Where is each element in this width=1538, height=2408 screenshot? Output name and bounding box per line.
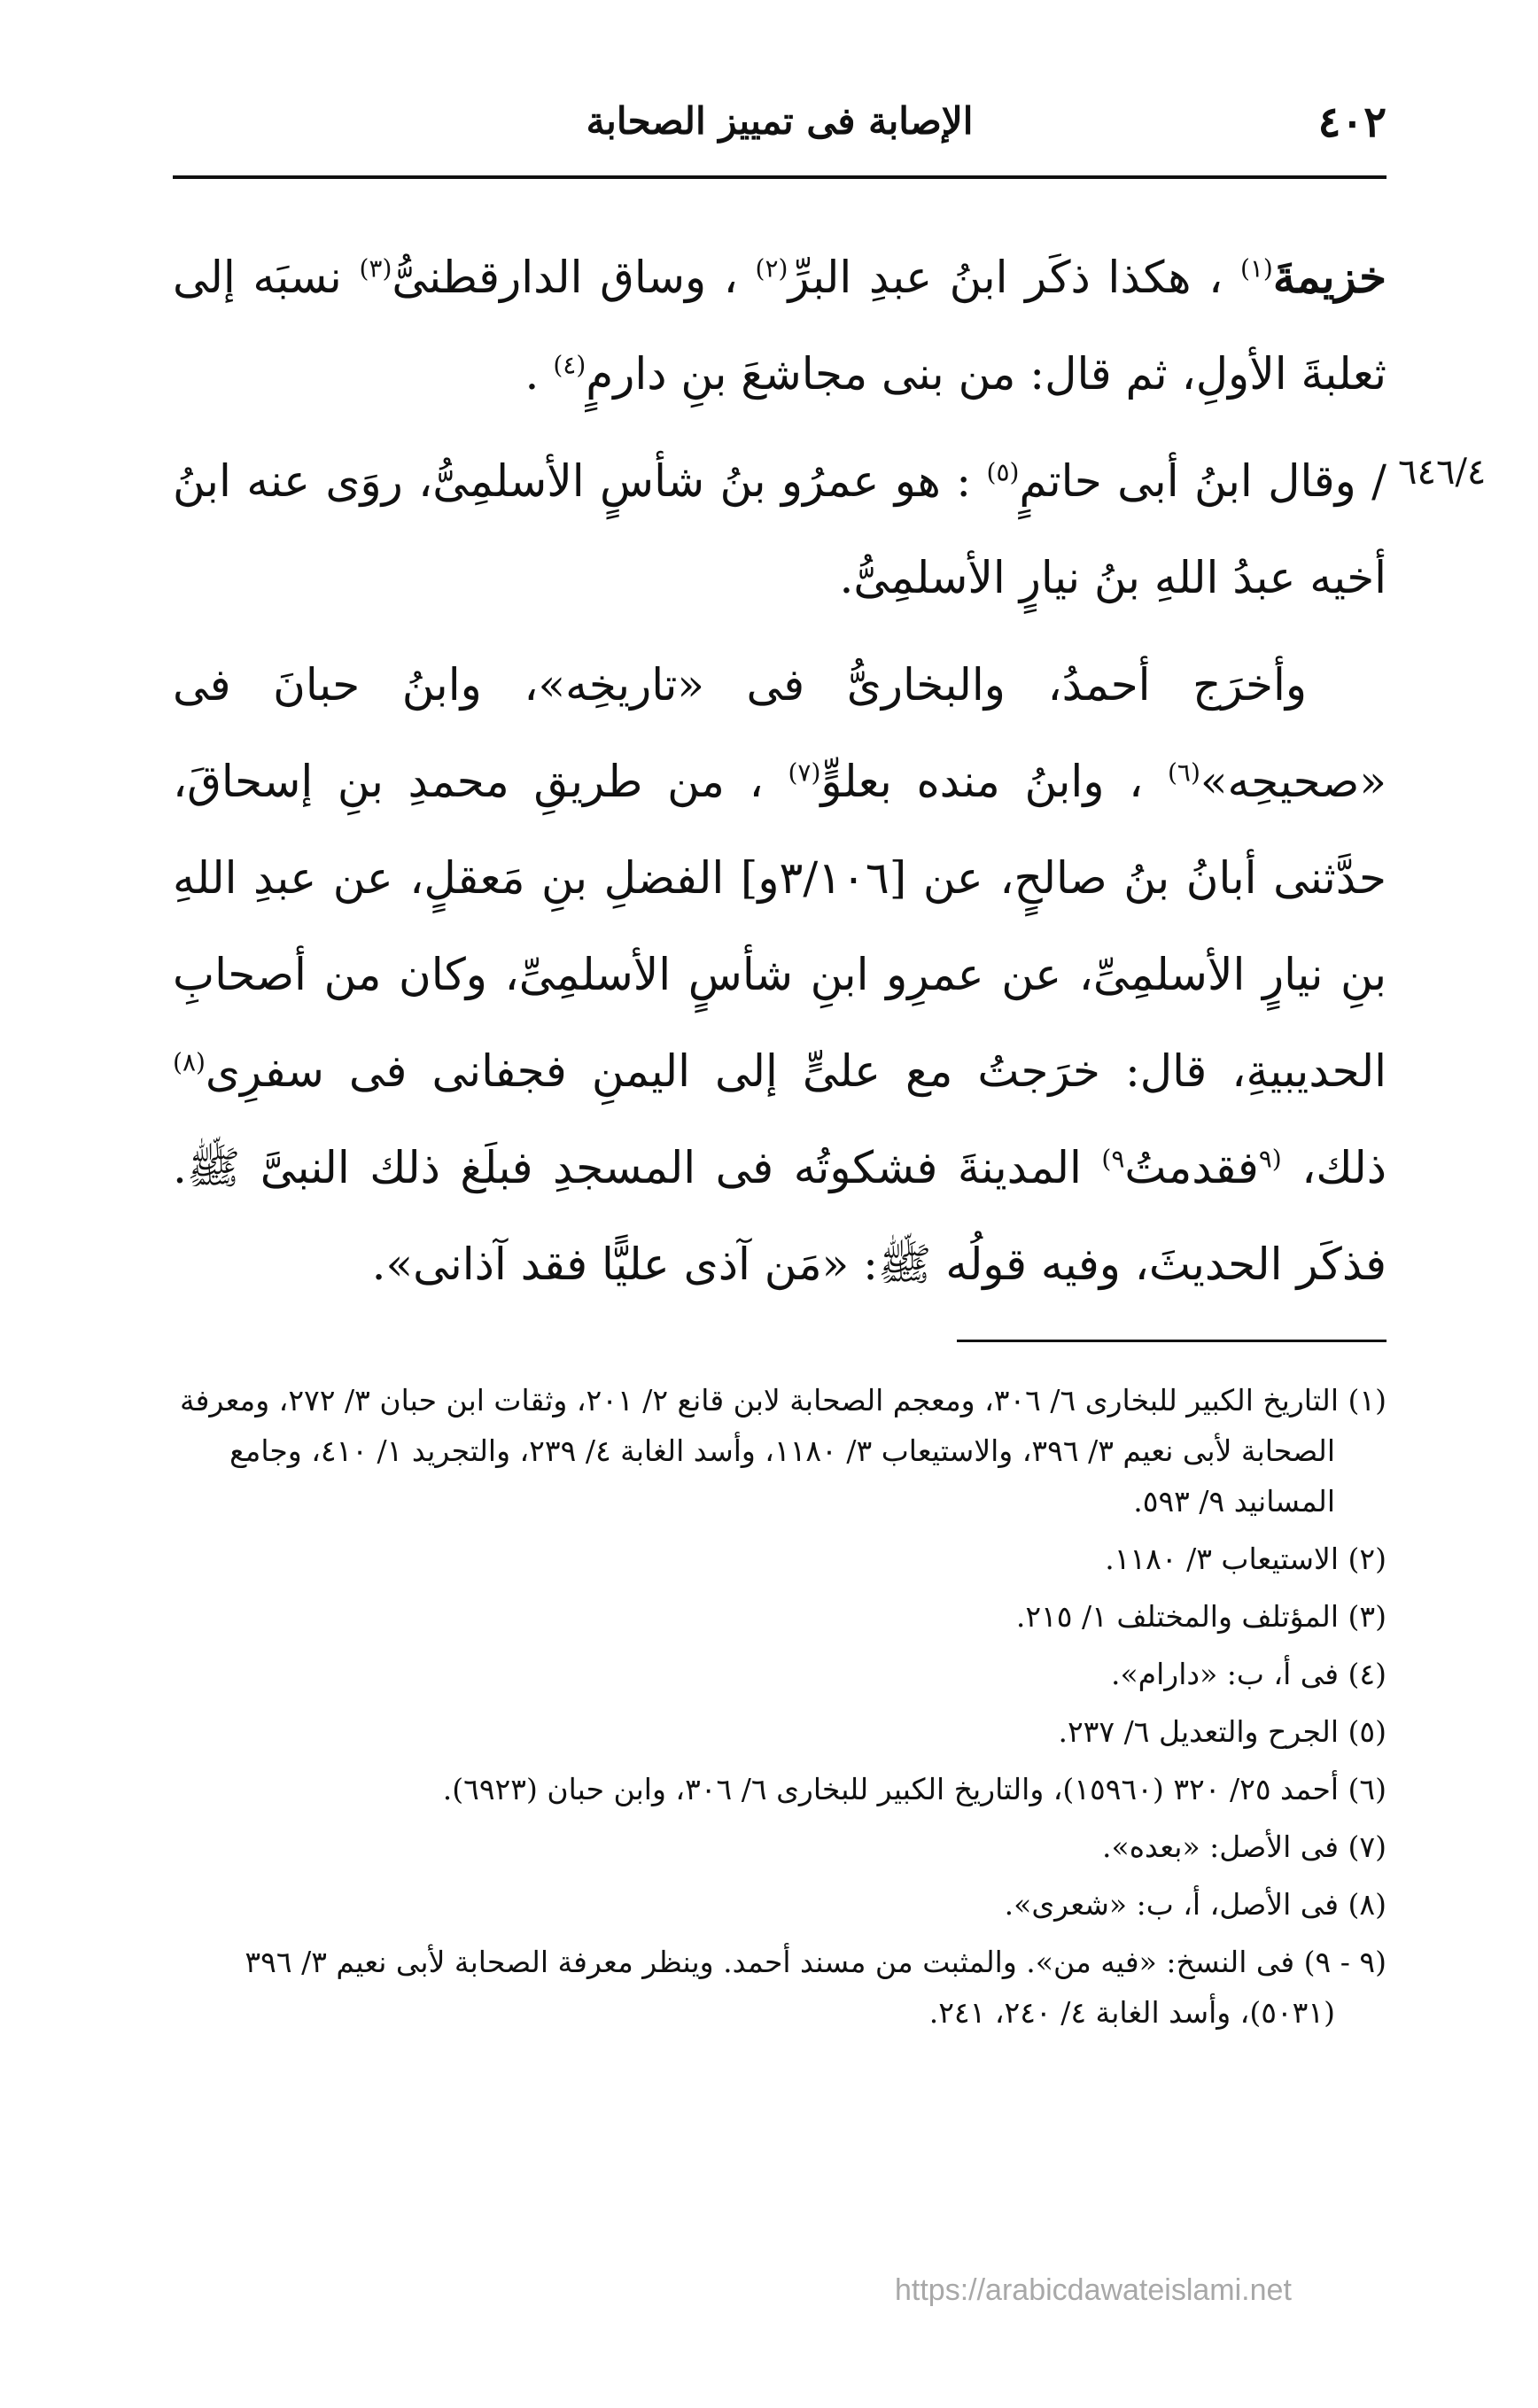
name-khuzayma: خزيمةَ bbox=[1272, 251, 1387, 303]
paragraph-2 bbox=[173, 433, 1387, 626]
footnote-1: (١) التاريخ الكبير للبخارى ٦/ ٣٠٦، ومعجم الصحابة لابن قانع ٢/ ٢٠١، وثقات ابن حبان ٣/ ٢٧٢، ومعرفة الصحابة لأبى نعيم ٣/ ٣٩٦، والاستيعاب ٣/ ١١٨٠، وأسد الغابة ٤/ ٢٣٩، والتجريد ١/ ٤١٠، وجامع المسانيد ٩/ ٥٩٣. bbox=[179, 1383, 1387, 1519]
paragraph-2-text-b: : هو عمرُو بنُ شأسٍ الأسلمِىُّ، روَى عنه ابنُ أخيه عبدُ اللهِ بنُ نيارٍ الأسلمِىُّ. bbox=[173, 455, 1387, 603]
paragraph-3-text-d: الفضلِ بنِ مَعقلٍ، عن عبدِ اللهِ بنِ نيارٍ الأسلمِىِّ، عن عمرِو ابنِ شأسٍ الأسلمِىِّ، وكان من أصحابِ الحديبيةِ، قال: خرَجتُ مع علىٍّ إلى اليمنِ فجفانى فى سفرِى bbox=[173, 852, 1387, 1097]
footnote-marker-8: (٨) bbox=[173, 1047, 206, 1077]
footnote-4: (٤) فى أ، ب: «دارام». bbox=[1111, 1657, 1387, 1691]
footnote-marker-3: (٣) bbox=[359, 253, 392, 284]
page-header bbox=[173, 97, 1387, 151]
footnote-marker-7: (٧) bbox=[788, 757, 821, 788]
footnote-2: (٢) الاستيعاب ٣/ ١١٨٠. bbox=[1105, 1542, 1387, 1576]
footnote-3: (٣) المؤتلف والمختلف ١/ ٢١٥. bbox=[1015, 1599, 1387, 1634]
footnotes bbox=[173, 1375, 1387, 2045]
paragraph-3-text-a: وأخرَج أحمدُ، والبخارىُّ فى «تاريخِه»، وابنُ حبانَ فى «صحيحِه» bbox=[173, 659, 1387, 807]
footnote-7: (٧) فى الأصل: «بعده». bbox=[1102, 1829, 1387, 1864]
footnote-9: (٩ - ٩) فى النسخ: «فيه من». والمثبت من مسند أحمد. وينظر معرفة الصحابة لأبى نعيم ٣/ ٣٩٦ (٥٠٣١)، وأسد الغابة ٤/ ٢٤٠، ٢٤١. bbox=[245, 1945, 1387, 2030]
main-text bbox=[173, 229, 1387, 1324]
footnote-marker-4: (٤) bbox=[553, 350, 586, 380]
paragraph-2-text-a: / وقال ابنُ أبى حاتمٍ bbox=[1019, 455, 1387, 507]
footnote-6: (٦) أحمد ٢٥/ ٣٢٠ (١٥٩٦٠)، والتاريخ الكبير للبخارى ٦/ ٣٠٦، وابن حبان (٦٩٢٣). bbox=[442, 1772, 1387, 1806]
margin-reference: ٦٤٦/٤ bbox=[1398, 452, 1487, 493]
footnote-5: (٥) الجرح والتعديل ٦/ ٢٣٧. bbox=[1058, 1714, 1387, 1749]
footnote-marker-9-open: (٩ bbox=[1258, 1144, 1282, 1174]
paragraph-3-text-b: ، وابنُ منده بعلوٍّ bbox=[820, 756, 1144, 807]
footnote-marker-9-close: ٩) bbox=[1101, 1144, 1125, 1174]
footnote-marker-5: (٥) bbox=[986, 457, 1020, 487]
paragraph-1-text-d: . bbox=[524, 348, 540, 400]
running-title: الإصابة فى تمييز الصحابة bbox=[586, 99, 974, 143]
footnote-marker-1: (١) bbox=[1239, 253, 1273, 284]
watermark-url: https://arabicdawateislami.net bbox=[895, 2273, 1292, 2307]
page-number: ٤٠٢ bbox=[1317, 97, 1387, 147]
manuscript-folio-reference: [٣/١٠٦و] bbox=[740, 852, 907, 904]
paragraph-1-text-b: ، وساق الدارقطنىُّ bbox=[392, 252, 738, 303]
paragraph-1-text-c: نسبَه إلى ثعلبةَ الأولِ، ثم قال: من بنى مجاشعَ بنِ دارمٍ bbox=[173, 252, 1387, 400]
paragraph-3-text-c: ، من طريقِ محمدِ بنِ إسحاقَ، حدَّثنى أبانُ بنُ صالحٍ، عن bbox=[173, 756, 1387, 904]
header-rule bbox=[173, 175, 1387, 179]
paragraph-3-text-e: ذلك، bbox=[1301, 1142, 1387, 1193]
paragraph-3-text-g: المدينةَ فشكوتُه فى المسجدِ فبلَغ ذلك النبىَّ ﷺ. فذكَر الحديثَ، وفيه قولُه ﷺ: «مَن آذى عليًّا فقد آذانى». bbox=[173, 1142, 1387, 1290]
paragraph-1-text-a: ، هكذا ذكَر ابنُ عبدِ البرِّ bbox=[788, 252, 1223, 303]
paragraph-1 bbox=[173, 229, 1387, 423]
footnote-marker-6: (٦) bbox=[1167, 757, 1200, 788]
footnote-rule bbox=[957, 1340, 1387, 1342]
footnote-8: (٨) فى الأصل، أ، ب: «شعرى». bbox=[1004, 1887, 1387, 1922]
paragraph-3 bbox=[173, 637, 1387, 1313]
paragraph-3-text-f: فقدمتُ bbox=[1124, 1142, 1259, 1193]
footnote-marker-2: (٢) bbox=[755, 253, 788, 284]
